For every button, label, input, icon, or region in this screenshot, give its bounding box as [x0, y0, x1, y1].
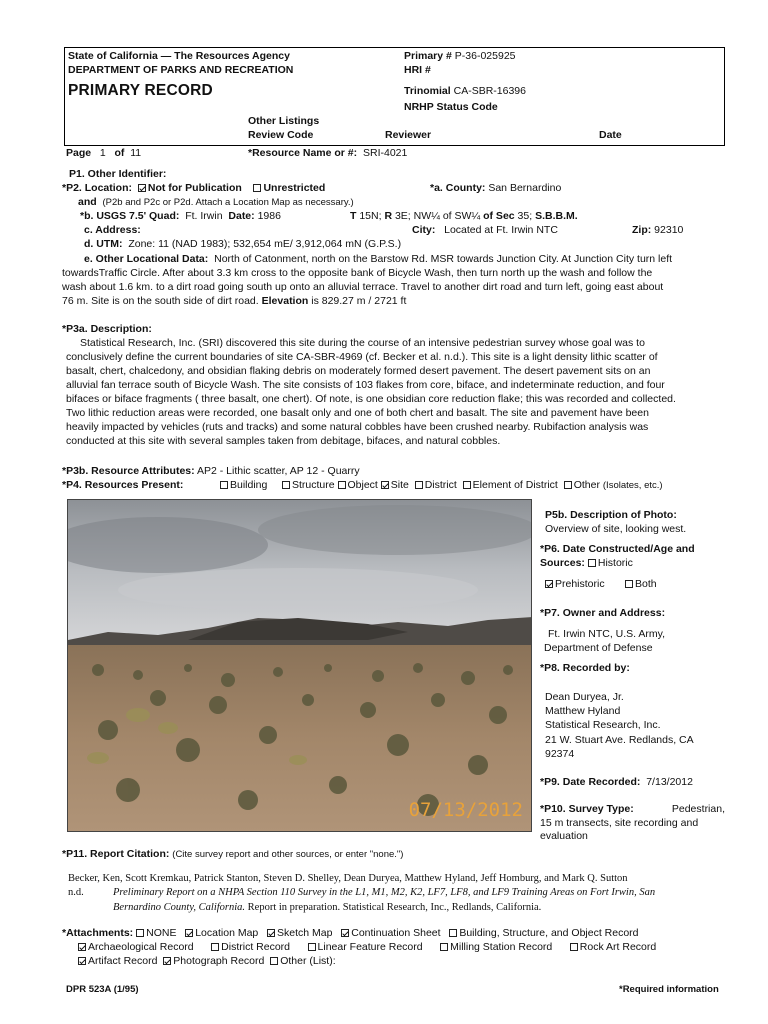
- page-title: PRIMARY RECORD: [68, 82, 213, 99]
- review-code-label: Review Code: [248, 129, 314, 141]
- p3a-description-label: *P3a. Description:: [62, 323, 152, 335]
- historic-checkbox: [588, 559, 596, 567]
- p9-date-recorded: *P9. Date Recorded: 7/13/2012: [540, 776, 693, 788]
- required-info-note: *Required information: [619, 984, 719, 995]
- trinomial: Trinomial CA-SBR-16396: [404, 85, 526, 97]
- other-checkbox: [564, 481, 572, 489]
- p7-line-2: Department of Defense: [544, 642, 653, 654]
- attachments-row-3: Artifact Record Photograph Record Other (List):: [78, 955, 336, 969]
- p2c-address: c. Address:: [84, 224, 141, 236]
- building-checkbox: [220, 481, 228, 489]
- p8-line-2: Matthew Hyland: [545, 705, 621, 717]
- p3a-line: bifaces or biface fragments ( three basalt, one chert). Of note, is one obsidian core reduction flake; this was recorded and collected.: [66, 393, 676, 405]
- structure-checkbox: [282, 481, 290, 489]
- attachments-row-2: Archaeological Record District Record Linear Feature Record Milling Station Record Rock Art Record: [78, 941, 656, 955]
- p1-other-identifier: P1. Other Identifier:: [69, 168, 167, 180]
- not-for-publication-checkbox: [138, 184, 146, 192]
- reviewer-label: Reviewer: [385, 129, 432, 141]
- p3a-line: alluvial fan terrace south of Bicycle Wash. The site consists of 103 flakes from core, biface, and indeterminate reduction, and four: [66, 379, 665, 391]
- p8-line-4: 21 W. Stuart Ave. Redlands, CA: [545, 734, 694, 746]
- p2b-usgs-quad: *b. USGS 7.5' Quad: Ft. Irwin Date: 1986: [80, 210, 281, 222]
- p5b-label: P5b. Description of Photo:: [545, 509, 677, 521]
- form-number: DPR 523A (1/95): [66, 984, 139, 995]
- resource-name-value: SRI-4021: [362, 147, 408, 159]
- linear-feature-record-checkbox: [308, 943, 316, 951]
- p3a-line: basalt, chert, chalcedony, and obsidian flaking debris on moderately formed desert pavement. The desert pavement sits on an: [66, 365, 651, 377]
- unrestricted-checkbox: [253, 184, 261, 192]
- other-list-checkbox: [270, 957, 278, 965]
- p2-and-note: and (P2b and P2c or P2d. Attach a Location Map as necessary.): [78, 196, 354, 208]
- photograph-record-checkbox: [163, 957, 171, 965]
- p11-title-line-2: Bernardino County, California. Report in preparation. Statistical Research, Inc., Redlands, California.: [113, 902, 542, 913]
- agency-line-1: State of California — The Resources Agency: [68, 50, 290, 62]
- p2e-line-4: 76 m. Site is on the south side of dirt road. Elevation is 829.27 m / 2721 ft: [62, 295, 407, 307]
- p6-label: *P6. Date Constructed/Age and: [540, 543, 695, 555]
- p8-line-3: Statistical Research, Inc.: [545, 719, 661, 731]
- continuation-sheet-checkbox: [341, 929, 349, 937]
- district-record-checkbox: [211, 943, 219, 951]
- site-checkbox: [381, 481, 389, 489]
- bso-record-checkbox: [449, 929, 457, 937]
- prehistoric-checkbox: [545, 580, 553, 588]
- p5b-value: Overview of site, looking west.: [545, 523, 687, 535]
- rock-art-record-checkbox: [570, 943, 578, 951]
- agency-line-2: DEPARTMENT OF PARKS AND RECREATION: [68, 64, 294, 76]
- p3a-line: Two lithic reduction areas were recorded, one basalt only and one of both chert and basalt. The site and pavement have been: [66, 407, 649, 419]
- p6-sources: Sources: Historic: [540, 557, 633, 569]
- sketch-map-checkbox: [267, 929, 275, 937]
- other-listings-label: Other Listings: [248, 115, 320, 127]
- date-label: Date: [599, 129, 622, 141]
- p8-line-5: 92374: [545, 748, 575, 760]
- site-photo: [67, 499, 532, 832]
- p8-line-1: Dean Duryea, Jr.: [545, 691, 624, 703]
- p4-resources-present: *P4. Resources Present:: [62, 479, 184, 491]
- p4-options: Building Structure Object Site District Element of District Other (Isolates, etc.): [220, 479, 663, 493]
- header-box: [64, 47, 725, 146]
- page-counter: Page 1 of 11: [66, 147, 142, 159]
- p2e-line-3: wash about 1.6 km. to a dirt road going south up onto an alluvial terrace. Travel to another dirt road and turn left, going east about: [62, 281, 664, 293]
- p8-label: *P8. Recorded by:: [540, 662, 630, 674]
- artifact-record-checkbox: [78, 957, 86, 965]
- p11-title-line-1: Preliminary Report on a NHPA Section 110 Survey in the L1, M1, M2, K2, LF7, LF8, and LF9 Training Areas on Fort Irwin, San: [113, 887, 656, 898]
- primary-number: Primary # P-36-025925: [404, 50, 516, 62]
- p11-nd: n.d.: [68, 887, 84, 898]
- attachments-row-1: *Attachments: NONE Location Map Sketch Map Continuation Sheet Building, Structure, and Object Record: [62, 927, 639, 939]
- p6-options: Prehistoric Both: [545, 578, 657, 592]
- p3a-line: heavily impacted by vehicles (ruts and tracks) and some natural cobbles have been crushed nearby. Rubifaction analysis was: [66, 421, 649, 433]
- archaeological-record-checkbox: [78, 943, 86, 951]
- p2e-locational-data: e. Other Locational Data: North of Catonment, north on the Barstow Rd. MSR towards Junction City. At Junction City turn left: [84, 253, 673, 265]
- object-checkbox: [338, 481, 346, 489]
- p7-line-1: Ft. Irwin NTC, U.S. Army,: [548, 628, 666, 640]
- district-checkbox: [415, 481, 423, 489]
- primary-value: P-36-025925: [454, 50, 516, 62]
- p2-location: *P2. Location: Not for Publication Unrestricted: [62, 182, 326, 194]
- both-checkbox: [625, 580, 633, 588]
- trinomial-value: CA-SBR-16396: [453, 85, 526, 97]
- nrhp-label: NRHP Status Code: [404, 101, 498, 113]
- p11-report-citation: *P11. Report Citation: (Cite survey report and other sources, or enter "none."): [62, 848, 404, 860]
- p3a-line: Statistical Research, Inc. (SRI) discovered this site during the course of an intensive pedestrian survey whose goal was to: [80, 337, 645, 349]
- p3b-resource-attributes: *P3b. Resource Attributes: AP2 - Lithic scatter, AP 12 - Quarry: [62, 465, 360, 477]
- p2e-line-2: towardsTraffic Circle. After about 3.3 km cross to the opposite bank of Bicycle Wash, then turn north up the wash and follow the: [62, 267, 653, 279]
- none-checkbox: [136, 929, 144, 937]
- p7-label: *P7. Owner and Address:: [540, 607, 666, 619]
- location-map-checkbox: [185, 929, 193, 937]
- p3a-line: conducted at this site with several samples taken from debitage, bifaces, and natural cobbles.: [66, 435, 501, 447]
- hri-label: HRI #: [404, 64, 431, 76]
- p2c-city: City: Located at Ft. Irwin NTC: [412, 224, 558, 236]
- p2a-county: *a. County: San Bernardino: [430, 182, 562, 194]
- p2d-utm: d. UTM: Zone: 11 (NAD 1983); 532,654 mE/ 3,912,064 mN (G.P.S.): [84, 238, 402, 250]
- p11-authors: Becker, Ken, Scott Kremkau, Patrick Stanton, Steven D. Shelley, Dean Duryea, Matthew Hyland, Jeff Homburg, and Mark Q. Sutton: [68, 873, 628, 884]
- p10-survey-type: *P10. Survey Type: Pedestrian, 15 m transects, site recording and evaluation: [540, 803, 725, 843]
- p2b-township-range: T 15N; R 3E; NW¼ of SW¼ of Sec 35; S.B.B.M.: [350, 210, 578, 222]
- element-of-district-checkbox: [463, 481, 471, 489]
- photo-date-stamp: 07/13/2012: [408, 799, 523, 821]
- resource-name: *Resource Name or #: SRI-4021: [248, 147, 408, 159]
- p3a-line: conclusively define the current boundaries of site CA-SBR-4969 (cf. Becker et al. n.d.). This site is a light density lithic scatter of: [66, 351, 658, 363]
- milling-station-record-checkbox: [440, 943, 448, 951]
- p2c-zip: Zip: 92310: [632, 224, 684, 236]
